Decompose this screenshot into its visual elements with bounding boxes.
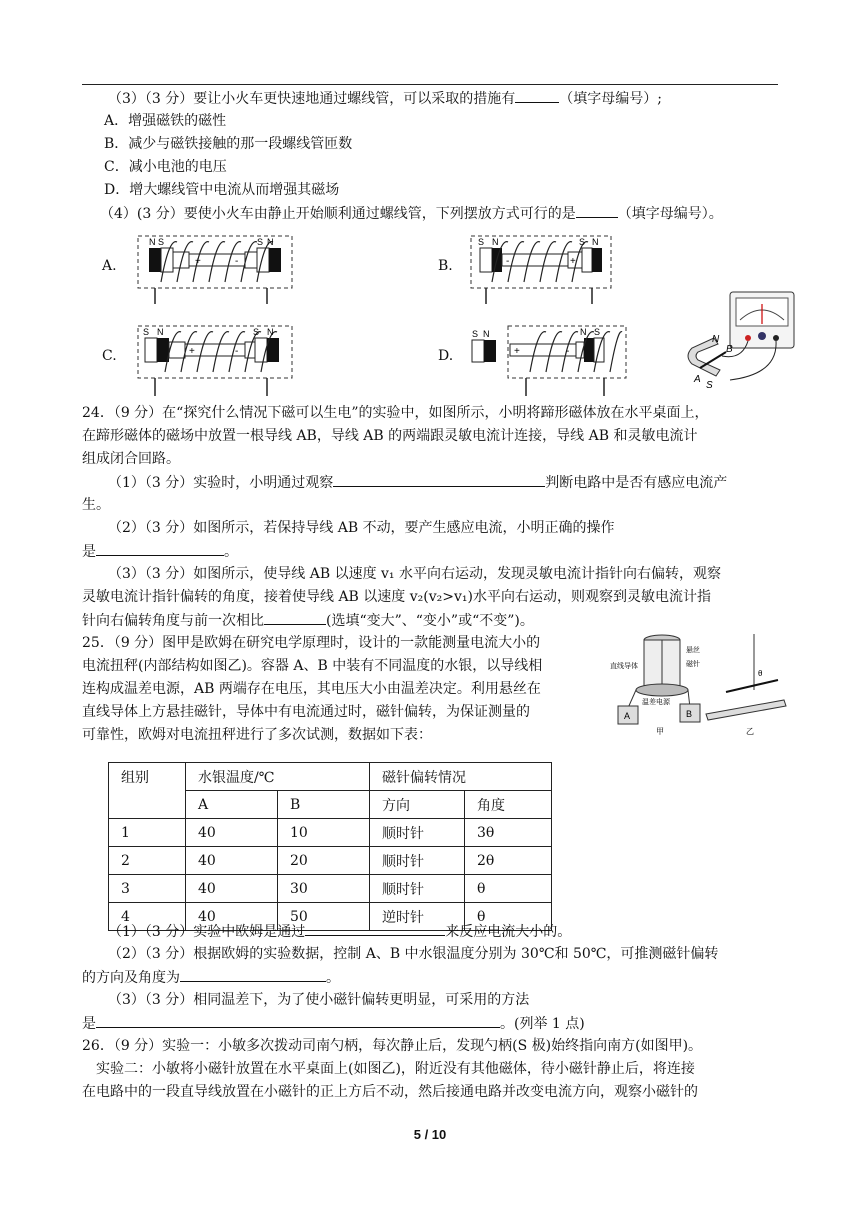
wire-a-label: A bbox=[694, 374, 701, 385]
fig-d-plus: + bbox=[514, 346, 520, 357]
q25-part2-cont: 的方向及角度为 。 bbox=[82, 966, 782, 990]
q24-part3-line2: 灵敏电流计指针偏转的角度，接着使导线 AB 以速度 v₂(v₂>v₁)水平向右运动，则观察到灵敏电流计指 bbox=[82, 589, 711, 605]
q24-intro-line3: 组成闭合回路。 bbox=[82, 451, 180, 467]
answer-blank[interactable] bbox=[96, 540, 224, 556]
th-b: B bbox=[278, 791, 370, 819]
th-direction: 方向 bbox=[370, 791, 465, 819]
answer-blank[interactable] bbox=[180, 966, 326, 982]
fig-b-pole-right-1: S bbox=[579, 237, 586, 247]
q26-line2: 实验二：小敏将小磁针放置在水平桌面上(如图乙)，附近没有其他磁体，待小磁针静止后，将连接 bbox=[96, 1061, 695, 1077]
fig-c-plus: + bbox=[189, 346, 195, 357]
table-row: 4 40 50 逆时针 θ bbox=[109, 903, 552, 931]
answer-blank[interactable] bbox=[96, 1012, 500, 1028]
th-a: A bbox=[186, 791, 278, 819]
page-number: 5 / 10 bbox=[413, 1127, 447, 1142]
fig-b-plus: + bbox=[570, 256, 576, 267]
q25-part1: （1）（3 分）实验中欧姆是通过 来反应电流大小的。 bbox=[82, 920, 808, 944]
q25-intro-line4: 直线导体上方悬挂磁针，导体中有电流通过时，磁针偏转，为保证测量的 bbox=[82, 704, 530, 720]
fig-c-label: C. bbox=[102, 348, 117, 364]
torsion-balance-figure bbox=[606, 628, 790, 738]
source-label: 温差电源 bbox=[642, 699, 670, 706]
fig-a-minus: - bbox=[235, 256, 239, 267]
q25-intro-line3: 连构成温差电源，AB 两端存在电压，其电压大小由温差决定。利用悬丝在 bbox=[82, 681, 541, 697]
q23-part3-stem: （3）（3 分）要让小火车更快速地通过螺线管，可以采取的措施有 （填字母编号）; bbox=[82, 87, 808, 111]
fig-b-pole-left-1: S bbox=[478, 237, 485, 247]
answer-blank[interactable] bbox=[576, 202, 618, 218]
q25-intro-line2: 电流扭秤(内部结构如图乙)。容器 A、B 中装有不同温度的水银，以导线相 bbox=[82, 658, 543, 674]
wire-b-label: B bbox=[726, 344, 733, 355]
fig-yi-label: 乙 bbox=[746, 727, 754, 736]
galvanometer-magnet-figure bbox=[682, 290, 798, 394]
fig-c-pole-left-2: N bbox=[157, 327, 164, 337]
solenoid-figure-b bbox=[468, 228, 616, 306]
q26-line1: 26．（9 分）实验一：小敏多次拨动司南勺柄，每次静止后，发现勺柄(S 极)始终指向南方(如图甲)。 bbox=[82, 1038, 703, 1054]
wire-label: 直线导体 bbox=[610, 663, 638, 670]
fig-a-pole-right-1: S bbox=[257, 237, 264, 247]
answer-blank[interactable] bbox=[333, 471, 545, 487]
q26-line3: 在电路中的一段直导线放置在小磁针的正上方后不动，然后接通电路并改变电流方向，观察小磁针的 bbox=[82, 1084, 698, 1100]
answer-blank[interactable] bbox=[515, 87, 559, 103]
q24-intro-line2: 在蹄形磁体的磁场中放置一根导线 AB，导线 AB 的两端跟灵敏电流计连接，导线 AB 和灵敏电流计 bbox=[82, 428, 698, 444]
answer-blank[interactable] bbox=[305, 920, 445, 936]
table-row: 1 40 10 顺时针 3θ bbox=[109, 819, 552, 847]
th-deflection: 磁针偏转情况 bbox=[370, 763, 552, 791]
q24-part1: （1）（3 分）实验时，小明通过观察 判断电路中是否有感应电流产 bbox=[82, 471, 808, 495]
q24-part2: （2）（3 分）如图所示，若保持导线 AB 不动，要产生感应电流，小明正确的操作 bbox=[108, 520, 615, 536]
needle-label: 磁针 bbox=[686, 661, 700, 668]
q25-intro-line1: 25．（9 分）图甲是欧姆在研究电学原理时，设计的一款能测量电流大小的 bbox=[82, 635, 541, 651]
q24-part3-line3: 针向右偏转角度与前一次相比 (选填“变大”、“变小”或“不变”)。 bbox=[82, 609, 782, 633]
th-group: 组别 bbox=[109, 763, 186, 819]
q24-part3-line1: （3）（3 分）如图所示，使导线 AB 以速度 v₁ 水平向右运动，发现灵敏电流计指针向右偏转，观察 bbox=[108, 566, 721, 582]
silk-label: 悬丝 bbox=[686, 647, 700, 654]
q24-part1-cont: 生。 bbox=[82, 497, 110, 513]
solenoid-figure-d bbox=[470, 318, 630, 398]
ohm-data-table bbox=[108, 762, 552, 931]
q25-part3: （3）（3 分）相同温差下，为了使小磁针偏转更明显，可采用的方法 bbox=[108, 992, 530, 1008]
q25-part2: （2）（3 分）根据欧姆的实验数据，控制 A、B 中水银温度分别为 30℃和 50℃，可推测磁针偏转 bbox=[108, 946, 719, 962]
fig-c-pole-right-1: S bbox=[253, 327, 260, 337]
fig-a-pole-left-1: N bbox=[149, 237, 156, 247]
fig-jia-label: 甲 bbox=[656, 727, 664, 736]
q23-option-c: C．减小电池的电压 bbox=[104, 159, 227, 175]
fig-c-minus: - bbox=[235, 346, 239, 357]
fig-b-minus: - bbox=[506, 256, 510, 267]
fig-c-pole-right-2: N bbox=[267, 327, 274, 337]
q23-option-a: A．增强磁铁的磁性 bbox=[104, 113, 227, 129]
theta-label: θ bbox=[758, 669, 763, 678]
solenoid-figure-a bbox=[135, 228, 295, 306]
q24-intro-line1: 24．（9 分）在“探究什么情况下磁可以生电”的实验中，如图所示，小明将蹄形磁体放在水平桌面上， bbox=[82, 405, 709, 421]
fig-d-pole-right-1: N bbox=[580, 327, 587, 337]
container-b-label: B bbox=[686, 709, 693, 719]
fig-d-pole-left-1: S bbox=[472, 329, 479, 339]
table-row: 3 40 30 顺时针 θ bbox=[109, 875, 552, 903]
fig-a-label: A. bbox=[102, 258, 117, 274]
fig-d-label: D. bbox=[438, 348, 454, 364]
fig-a-plus: + bbox=[195, 256, 201, 267]
fig-d-pole-left-2: N bbox=[483, 329, 490, 339]
q23-option-d: D．增大螺线管中电流从而增强其磁场 bbox=[104, 182, 340, 198]
magnet-n-label: N bbox=[712, 334, 720, 345]
q23-option-b: B．减少与磁铁接触的那一段螺线管匝数 bbox=[104, 136, 353, 152]
q25-intro-line5: 可靠性，欧姆对电流扭秤进行了多次试测，数据如下表： bbox=[82, 727, 432, 743]
th-angle: 角度 bbox=[465, 791, 552, 819]
fig-b-label: B. bbox=[438, 258, 453, 274]
fig-a-pole-left-2: S bbox=[158, 237, 165, 247]
fig-d-minus: - bbox=[566, 346, 570, 357]
fig-c-pole-left-1: S bbox=[143, 327, 150, 337]
answer-blank[interactable] bbox=[264, 609, 326, 625]
fig-a-pole-right-2: N bbox=[267, 237, 274, 247]
th-temp: 水银温度/℃ bbox=[186, 763, 370, 791]
q25-part3-cont: 是 。(列举 1 点) bbox=[82, 1012, 782, 1036]
container-a-label: A bbox=[624, 711, 631, 721]
table-row: 2 40 20 顺时针 2θ bbox=[109, 847, 552, 875]
fig-d-pole-right-2: S bbox=[594, 327, 601, 337]
q23-part4-stem: （4）(3 分）要使小火车由静止开始顺利通过螺线管，下列摆放方式可行的是 （填字母编号）。 bbox=[82, 202, 800, 226]
magnet-s-label: S bbox=[706, 380, 713, 391]
header-rule bbox=[82, 84, 778, 85]
fig-b-pole-right-2: N bbox=[592, 237, 599, 247]
fig-b-pole-left-2: N bbox=[492, 237, 499, 247]
q24-part2-cont: 是 。 bbox=[82, 540, 782, 564]
solenoid-figure-c bbox=[135, 318, 295, 398]
